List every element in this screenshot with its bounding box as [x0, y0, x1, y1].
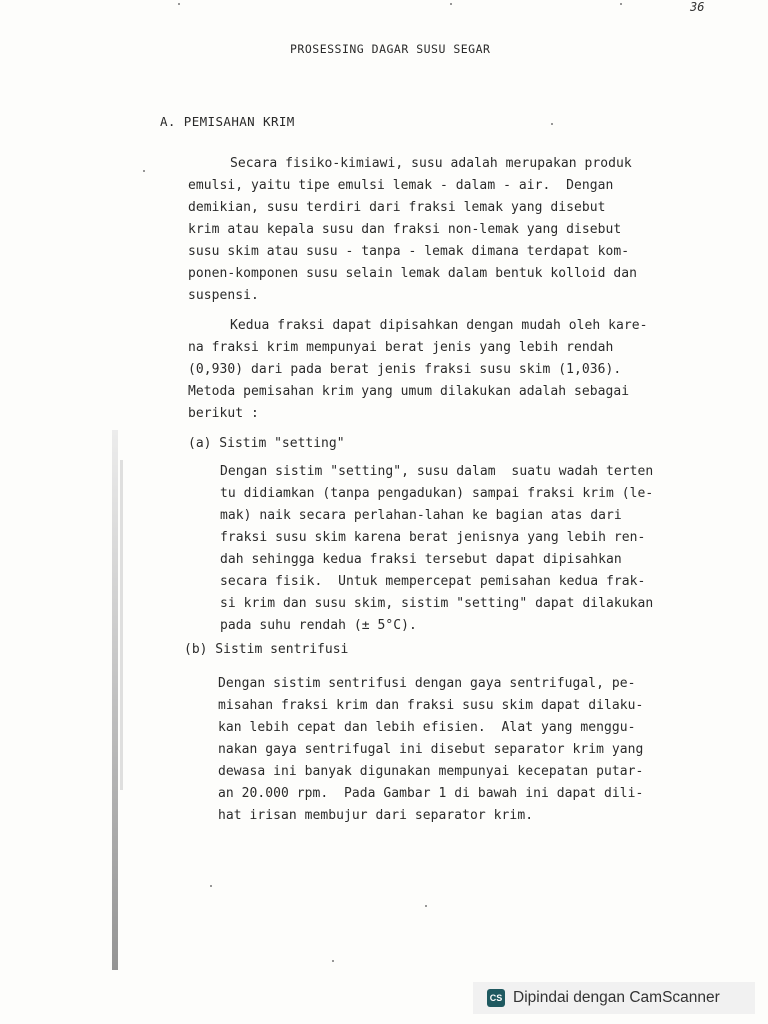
- text-line: susu skim atau susu - tanpa - lemak dimana terdapat kom-: [188, 244, 630, 259]
- text-line: an 20.000 rpm. Pada Gambar 1 di bawah ini dapat dili-: [218, 786, 644, 801]
- page-number: 36: [690, 0, 705, 14]
- scan-speck: [620, 3, 622, 5]
- scan-speck: [143, 170, 145, 172]
- text-line: (0,930) dari pada berat jenis fraksi susu skim (1,036).: [188, 362, 622, 377]
- text-line: tu didiamkan (tanpa pengadukan) sampai fraksi krim (le-: [220, 486, 654, 501]
- text-line: pada suhu rendah (± 5°C).: [220, 618, 417, 633]
- text-line: emulsi, yaitu tipe emulsi lemak - dalam - air. Dengan: [188, 178, 614, 193]
- text-line: na fraksi krim mempunyai berat jenis yang lebih rendah: [188, 340, 614, 355]
- binding-shadow: [112, 430, 118, 970]
- text-line: misahan fraksi krim dan fraksi susu skim dapat dilaku-: [218, 698, 644, 713]
- text-line: mak) naik secara perlahan-lahan ke bagian atas dari: [220, 508, 622, 523]
- text-line: fraksi susu skim karena berat jenisnya yang lebih ren-: [220, 530, 646, 545]
- text-line: dah sehingga kedua fraksi tersebut dapat dipisahkan: [220, 552, 622, 567]
- item-a-label: (a) Sistim "setting": [188, 436, 345, 451]
- text-line: nakan gaya sentrifugal ini disebut separator krim yang: [218, 742, 644, 757]
- text-line: si krim dan susu skim, sistim "setting" dapat dilakukan: [220, 596, 654, 611]
- camscanner-logo-icon: CS: [487, 989, 505, 1007]
- scan-speck: [425, 905, 427, 907]
- text-line: ponen-komponen susu selain lemak dalam bentuk kolloid dan: [188, 266, 637, 281]
- page-title: PROSESSING DAGAR SUSU SEGAR: [290, 42, 491, 56]
- text-line: secara fisik. Untuk mempercepat pemisahan kedua frak-: [220, 574, 646, 589]
- text-line: dewasa ini banyak digunakan mempunyai kecepatan putar-: [218, 764, 644, 779]
- text-line: berikut :: [188, 406, 259, 421]
- scan-speck: [210, 885, 212, 887]
- section-heading: A. PEMISAHAN KRIM: [160, 114, 295, 129]
- text-line: kan lebih cepat dan lebih efisien. Alat yang menggu-: [218, 720, 636, 735]
- text-line: krim atau kepala susu dan fraksi non-lemak yang disebut: [188, 222, 622, 237]
- text-line: Metoda pemisahan krim yang umum dilakukan adalah sebagai: [188, 384, 630, 399]
- scan-speck: [178, 3, 180, 5]
- camscanner-watermark: [473, 982, 755, 1014]
- binding-shadow-inner: [120, 460, 123, 790]
- scan-speck: [332, 960, 334, 962]
- text-line: demikian, susu terdiri dari fraksi lemak yang disebut: [188, 200, 606, 215]
- scan-speck: [551, 123, 553, 125]
- text-line: suspensi.: [188, 288, 259, 303]
- text-line: Secara fisiko-kimiawi, susu adalah merupakan produk: [230, 156, 632, 171]
- scan-speck: [450, 3, 452, 5]
- text-line: Kedua fraksi dapat dipisahkan dengan mudah oleh kare-: [230, 318, 648, 333]
- text-line: hat irisan membujur dari separator krim.: [218, 808, 534, 823]
- item-b-label: (b) Sistim sentrifusi: [184, 642, 349, 657]
- text-line: Dengan sistim sentrifusi dengan gaya sentrifugal, pe-: [218, 676, 636, 691]
- watermark-text: Dipindai dengan CamScanner: [513, 989, 720, 1006]
- text-line: Dengan sistim "setting", susu dalam suatu wadah terten: [220, 464, 654, 479]
